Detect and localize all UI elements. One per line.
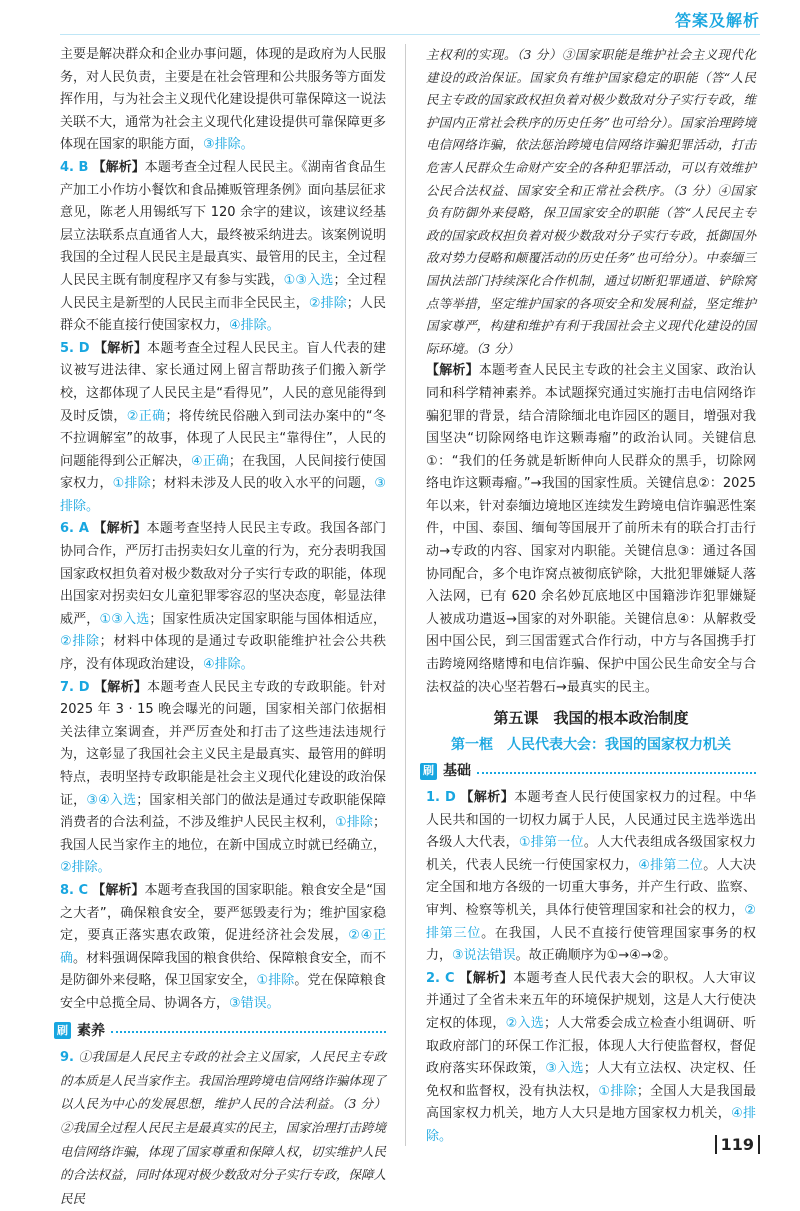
frame-title: 第一框 人民代表大会：我国的国家权力机关 [451,736,731,753]
answer-item-9: 9. ①我国是人民民主专政的社会主义国家，人民民主专政的本质是人民当家作主。我国治理跨境电信网络诈骗体现了以人民为中心的发展思想，维护人民的合法利益。（3 分）②我国全过程人民民主是最真实的民主，国家治理打击跨境电信网络诈骗，体现了国家尊重和保障人权，切实维护人民的合法权益，同时体现对极少数敌对分子实行专政，保障人民民 [60,1049,386,1206]
dotted-rule [477,772,756,774]
header-title: 答案及解析 [674,11,760,30]
header-divider [60,34,760,35]
dotted-rule [111,1031,386,1033]
answer-item-6: 6. A 【解析】本题考查坚持人民民主专政。我国各部门协同合作，严厉打击拐卖妇女儿童的行为，充分表明我国国家政权担负着对极少数敌对分子实行专政的职能，体现出国家对拐卖妇女儿童犯罪零容忍的坚决态度，彰显法律威严，①③入选；国家性质决定国家职能与国体相适应，②排除；材料中体现的是通过专政职能维护社会公共秩序，没有体现政治建设，④排除。 [60,521,386,673]
answer-item-2: 2. C 【解析】本题考查人民代表大会的职权。人大审议并通过了全省未来五年的环境保护规划，这是人大行使决定权的体现，②入选；人大常委会成立检查小组调研、听取政府部门的环保工作汇报，体现人大行使监督权，督促政府落实环保政策，③入选；人大有立法权、决定权、任免权和监督权，没有执法权，①排除；全国人大是我国最高国家权力机关，地方人大只是地方国家权力机关，④排除。 [426,970,756,1144]
section-label: 基础 [443,763,471,780]
answer-number: 1. D [426,790,456,805]
answer-item-7: 7. D 【解析】本题考查人民民主专政的专政职能。针对 2025 年 3 · 15 晚会曝光的问题，国家相关部门依据相关法律立案调查，并严厉查处和打击了这些违法违规行为，这彰显了我国社会主义民主是最真实、最管用的鲜明特点，表明坚持专政职能是社会主义现代化建设的政治保证，③④入选；国家相关部门的做法是通过专政职能保障消费者的合法利益，不涉及维护人民民主权利，①排除；我国人民当家作主的地位，在新中国成立时就已经确立，②排除。 [60,679,386,876]
answer-number: 8. C [60,882,89,898]
right-column [423,44,756,1149]
answer-number: 7. D [60,679,90,695]
section-header-jichu [420,760,756,783]
answer-number: 6. A [60,521,89,537]
answer-item-5: 5. D 【解析】本题考查全过程人民民主。盲人代表的建议被写进法律、家长通过网上留言帮助孩子们搬入新学校，这都体现了人民民主是“看得见”，人民的意见能得到及时反馈，②正确；将传统民俗融入到司法办案中的“冬不拉调解室”的故事，体现了人民民主“靠得住”，人民的问题能得到公正解决，④正确；在我国，人民间接行使国家权力，①排除；材料未涉及人民的收入水平的问题，③排除。 [60,340,386,514]
answer-number: 4. B [60,159,89,175]
left-column [57,44,386,1211]
section-header-suyang [54,1020,386,1043]
lesson-title: 第五课 我国的根本政治制度 [493,709,689,728]
answer-number: 5. D [60,340,90,356]
brush-icon: 刷 [54,1022,71,1039]
answer-item-8: 8. C 【解析】本题考查我国的国家职能。粮食安全是“国之大者”，确保粮食安全，要严惩毁麦行为；维护国家稳定，要真正落实惠农政策，促进经济社会发展，②④正确。材料强调保障我国的粮食供给、保障粮食安全，而不是防御外来侵略，保卫国家安全，①排除。党在保障粮食安全中总揽全局、协调各方，③错误。 [60,882,386,1011]
answer-item-9-continuation: 主权利的实现。（3 分）③国家职能是维护社会主义现代化建设的政治保证。国家负有维护国家稳定的职能（答“人民民主专政的国家政权担负着对极少数敌对分子实行专政，维护国内正常社会秩序的历史任务”也可给分）。国家治理跨境电信网络诈骗，依法惩治跨境电信网络诈骗犯罪活动，打击危害人民群众生命财产安全的各种犯罪活动，可以有效维护公民合法权益、国家安全和正常社会秩序。（3 分）④国家负有防御外来侵略，保卫国家安全的职能（答“人民民主专政的国家政权担负着对极少数敌对分子实行专政，抵御国外敌对势力侵略和颠覆活动的历史任务”也可给分）。中泰缅三国执法部门持续深化合作机制，通过切断犯罪通道、铲除窝点等举措，坚定维护国家的各项安全和发展利益，坚定维护国家尊严，构建和维护有利于我国社会主义现代化建设的国际环境。（3 分） [426,47,756,356]
brush-icon: 刷 [420,763,437,780]
paragraph-continuation: 主要是解决群众和企业办事问题，体现的是政府为人民服务，对人民负责，主要是在社会管理和公共服务等方面发挥作用，与为社会主义现代化建设提供可靠保障这一说法关联不大，通常为社会主义现代化建设提供可靠保障更多体现在国家的职能方面，③排除。 [60,47,386,153]
analysis-paragraph: 【解析】本题考查人民民主专政的社会主义国家、政治认同和科学精神素养。本试题探究通过实施打击电信网络诈骗犯罪的背景，结合清除缅北电诈园区的题目，增强对我国坚决“切除网络电诈这颗毒瘤”的政治认同。关键信息①：“我们的任务就是斩断伸向人民群众的黑手，切除网络电诈这颗毒瘤。”→我国的国家性质。关键信息②：2025 年以来，针对泰缅边境地区连续发生跨境电信诈骗恶性案件，中国、泰国、缅甸等国展开了前所未有的联合打击行动→专政的内容、国家对内职能。关键信息③：通过各国协同配合，多个电诈窝点被彻底铲除，大批犯罪嫌疑人落入法网，已有 620 余名妙瓦底地区中国籍涉诈犯罪嫌疑人被成功遣返→国家的对外职能。关键信息④：从解救受困中国公民，到三国雷霆式合作行动，中方与各国携手打击跨境网络赌博和电信诈骗、保护中国公民生命安全与合法权益的决心坚若磐石→最真实的民主。 [426,363,756,695]
answer-number: 9. [60,1050,74,1066]
column-divider [405,44,406,1146]
answer-number: 2. C [426,970,455,986]
answer-item-4: 4. B 【解析】本题考查全过程人民民主。《湖南省食品生产加工小作坊小餐饮和食品摊贩管理条例》面向基层征求意见，陈老人用锡纸写下 120 余字的建议，该建议经基层立法联系点直通省人大，最终被采纳进去。该案例说明我国的全过程人民民主是最真实、最管用的民主，全过程人民民主既有制度程序又有参与实践，①③入选；全过程人民民主是新型的人民民主而非全民民主，②排除；人民群众不能直接行使国家权力，④排除。 [60,159,386,334]
section-label: 素养 [77,1022,105,1039]
page-number: 119 [715,1135,760,1154]
answer-item-1: 1. D 【解析】本题考查人民行使国家权力的过程。中华人民共和国的一切权力属于人民，人民通过民主选举选出各级人大代表，①排第一位。人大代表组成各级国家权力机关，代表人民统一行使国家权力，④排第二位。人大决定全国和地方各级的一切重大事务，并产生行政、监察、审判、检察等机关，具体行使管理国家和社会的权力，②排第三位。在我国，人民不直接行使管理国家事务的权力，③说法错误。故正确顺序为①→④→②。 [426,790,756,964]
